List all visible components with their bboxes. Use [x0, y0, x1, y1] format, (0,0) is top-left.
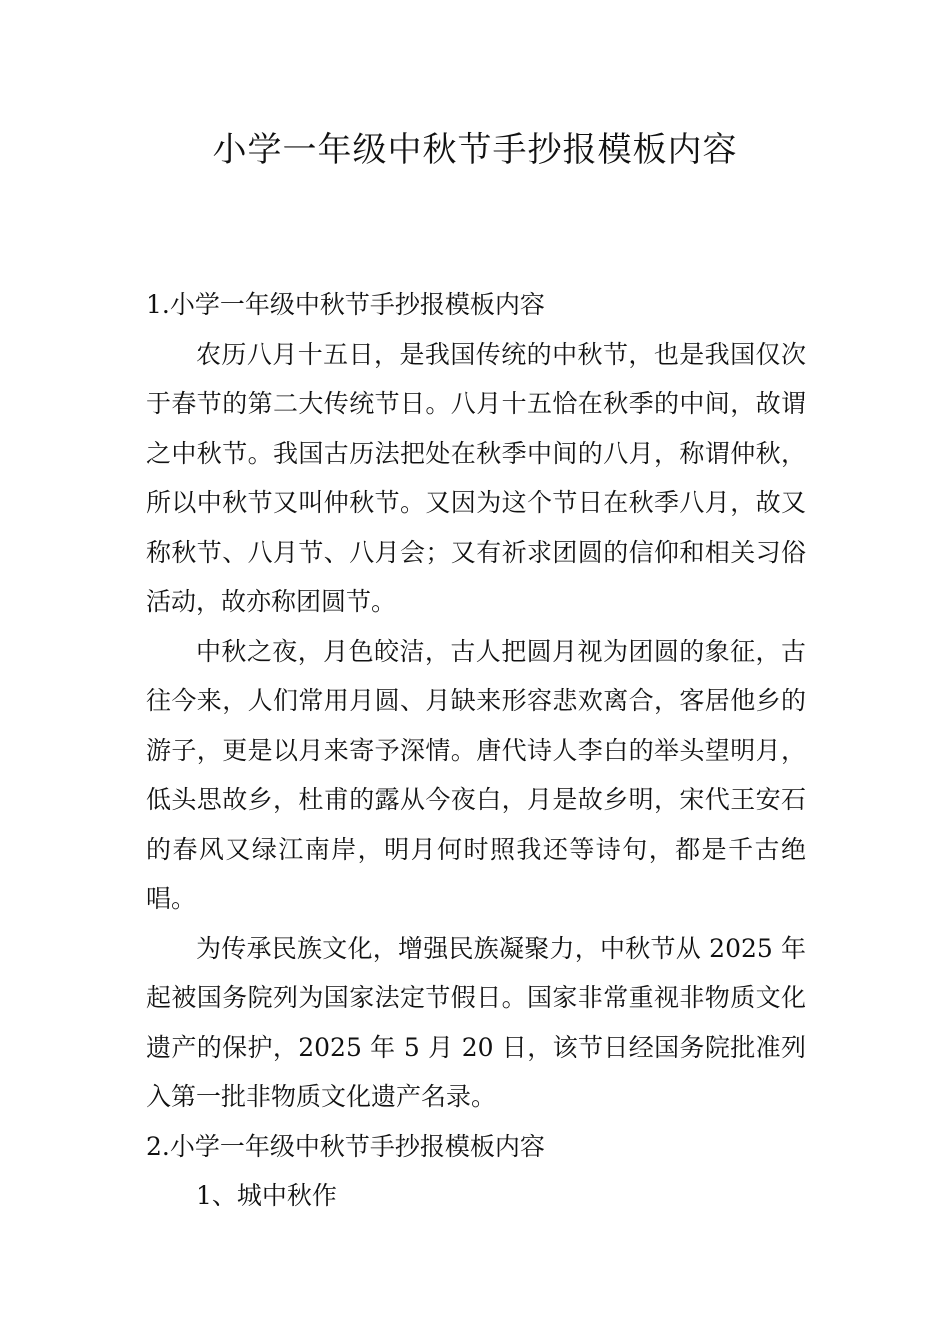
- paragraph-1: 农历八月十五日，是我国传统的中秋节，也是我国仅次于春节的第二大传统节日。八月十五恰在秋季的中间，故谓之中秋节。我国古历法把处在秋季中间的八月，称谓仲秋，所以中秋节又叫仲秋节。又因为这个节日在秋季八月，故又称秋节、八月节、八月会；又有祈求团圆的信仰和相关习俗活动，故亦称团圆节。: [146, 339, 806, 616]
- list-item: 1、城中秋作: [196, 1181, 337, 1210]
- document-title: 小学一年级中秋节手抄报模板内容: [212, 130, 738, 170]
- section-heading-1: 1.小学一年级中秋节手抄报模板内容: [146, 290, 545, 319]
- document-body: [146, 280, 806, 1221]
- paragraph-2: 中秋之夜，月色皎洁，古人把圆月视为团圆的象征，古往今来，人们常用月圆、月缺来形容悲欢离合，客居他乡的游子，更是以月来寄予深情。唐代诗人李白的举头望明月，低头思故乡，杜甫的露从今夜白，月是故乡明，宋代王安石的春风又绿江南岸，明月何时照我还等诗句，都是千古绝唱。: [146, 636, 806, 913]
- paragraph-3: 为传承民族文化，增强民族凝聚力，中秋节从 2025 年起被国务院列为国家法定节假日。国家非常重视非物质文化遗产的保护，2025 年 5 月 20 日，该节日经国务院批准列入第一批非物质文化遗产名录。: [146, 933, 806, 1111]
- section-heading-2: 2.小学一年级中秋节手抄报模板内容: [146, 1131, 545, 1161]
